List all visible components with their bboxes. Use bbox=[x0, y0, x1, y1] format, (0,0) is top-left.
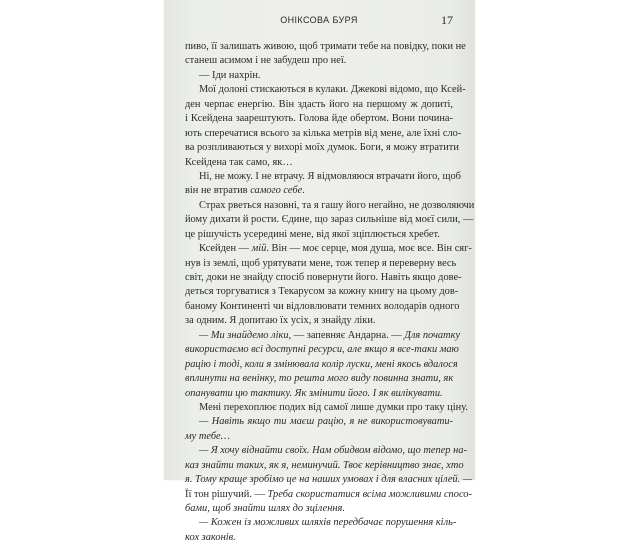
text-segment: мій bbox=[251, 243, 267, 255]
text-segment: самого себе bbox=[250, 185, 303, 197]
text-line: йому дихати й рости. Єдине, що зараз сильніше від моєї сили, — bbox=[185, 214, 474, 226]
text-line bbox=[185, 329, 461, 343]
text-line: — Навіть якщо ти маєш рацію, я не використовувати- bbox=[199, 416, 453, 428]
text-line: бами, щоб знайти шлях до зцілення. bbox=[185, 503, 345, 514]
body-text bbox=[185, 40, 475, 545]
text-line: Ні, не можу. І не втрачу. Я відмовляюся втрачати його, щоб bbox=[199, 170, 461, 182]
text-line: нув із землі, щоб урятувати мене, тож тепер я переверну весь bbox=[185, 257, 457, 269]
running-title: ОНІКСОВА БУРЯ bbox=[280, 15, 358, 25]
text-segment: Її тон рішучий. — bbox=[185, 488, 268, 500]
text-segment: Ксейден — bbox=[199, 243, 252, 255]
text-line: баному Континенті чи відловлювати темних володарів одного bbox=[185, 300, 460, 312]
text-line: ден черпає енергію. Він здасть його на першому ж допиті, bbox=[185, 98, 453, 110]
text-segment: — Ми знайдемо ліки, bbox=[199, 329, 292, 341]
text-line: ють сперечатися всього за кілька метрів від мене, але їхні сло- bbox=[185, 127, 462, 139]
text-line: світ, доки не знайду спосіб повернути його. Навіть якщо дове- bbox=[185, 272, 462, 283]
text-line: ва розпливаються у вихорі моїх думок. Боги, я можу втратити bbox=[185, 142, 459, 154]
text-line: му тебе… bbox=[185, 430, 230, 442]
text-line bbox=[185, 488, 472, 502]
text-line: Мені перехоплює подих від самої лише думки про таку ціну. bbox=[199, 401, 468, 413]
text-line: це рішучість усередині мене, від якої зціплюється хребет. bbox=[185, 228, 440, 240]
text-segment: Для початку bbox=[404, 329, 461, 341]
text-line: деться торгуватися з Текарусом за кожну книгу на цьому дов- bbox=[185, 286, 459, 298]
text-line: Ксейдена так само, як… bbox=[185, 156, 293, 168]
text-line bbox=[185, 184, 453, 198]
text-line: станеш асимом і не забудеш про неї. bbox=[185, 55, 347, 67]
text-line: — Я хочу віднайти своїх. Нам обидвом відомо, що тепер на- bbox=[199, 445, 467, 457]
text-segment: . Він — моє серце, моя душа, моє все. Він сяг- bbox=[266, 243, 472, 255]
text-segment: він не втратив bbox=[185, 185, 251, 197]
text-segment: Треба скористатися всіма можливими спосо- bbox=[267, 488, 472, 500]
text-line: і Ксейдена заарештують. Голова йде обертом. Вони починa- bbox=[185, 113, 453, 125]
text-line: за одним. Я допитаю їх усіх, я знайду ліки. bbox=[185, 315, 376, 327]
text-segment: . bbox=[302, 185, 305, 197]
text-line: пиво, її залишать живою, щоб тримати тебе на повідку, поки не bbox=[185, 41, 466, 52]
text-segment: — запевняє Андарна. — bbox=[291, 329, 405, 341]
book-page bbox=[164, 0, 475, 543]
text-line: використаємо всі доступні ресурси, але якщо я все-таки маю bbox=[185, 344, 459, 356]
text-line: каз знайти таких, як я, неминучий. Твоє керівництво знає, хто bbox=[185, 459, 464, 471]
text-line bbox=[185, 242, 472, 256]
text-line: кох законів. bbox=[185, 531, 236, 543]
text-line: опанувати цю тактику. Як змінити його. І як вилікувати. bbox=[185, 387, 443, 399]
page-number: 17 bbox=[441, 13, 453, 27]
text-line: рацію і тоді, коли я змінювала колір луски, мені якось вдалося bbox=[185, 358, 458, 370]
text-line: вплинути на венінку, то решта мого виду повинна знати, як bbox=[185, 373, 454, 385]
text-line: я. Тому краще зробімо це на наших умовах і для власних цілей. — bbox=[185, 474, 473, 486]
text-line: Мої долоні стискаються в кулаки. Джекові відомо, що Ксей- bbox=[199, 84, 466, 96]
text-line: Страх рветься назовні, та я гашу його негайно, не дозволяючи bbox=[199, 199, 475, 211]
text-line: — Кожен із можливих шляхів передбачає порушення кіль- bbox=[199, 517, 457, 529]
text-line: — Іди нахрін. bbox=[199, 69, 261, 81]
page-header bbox=[185, 13, 453, 27]
